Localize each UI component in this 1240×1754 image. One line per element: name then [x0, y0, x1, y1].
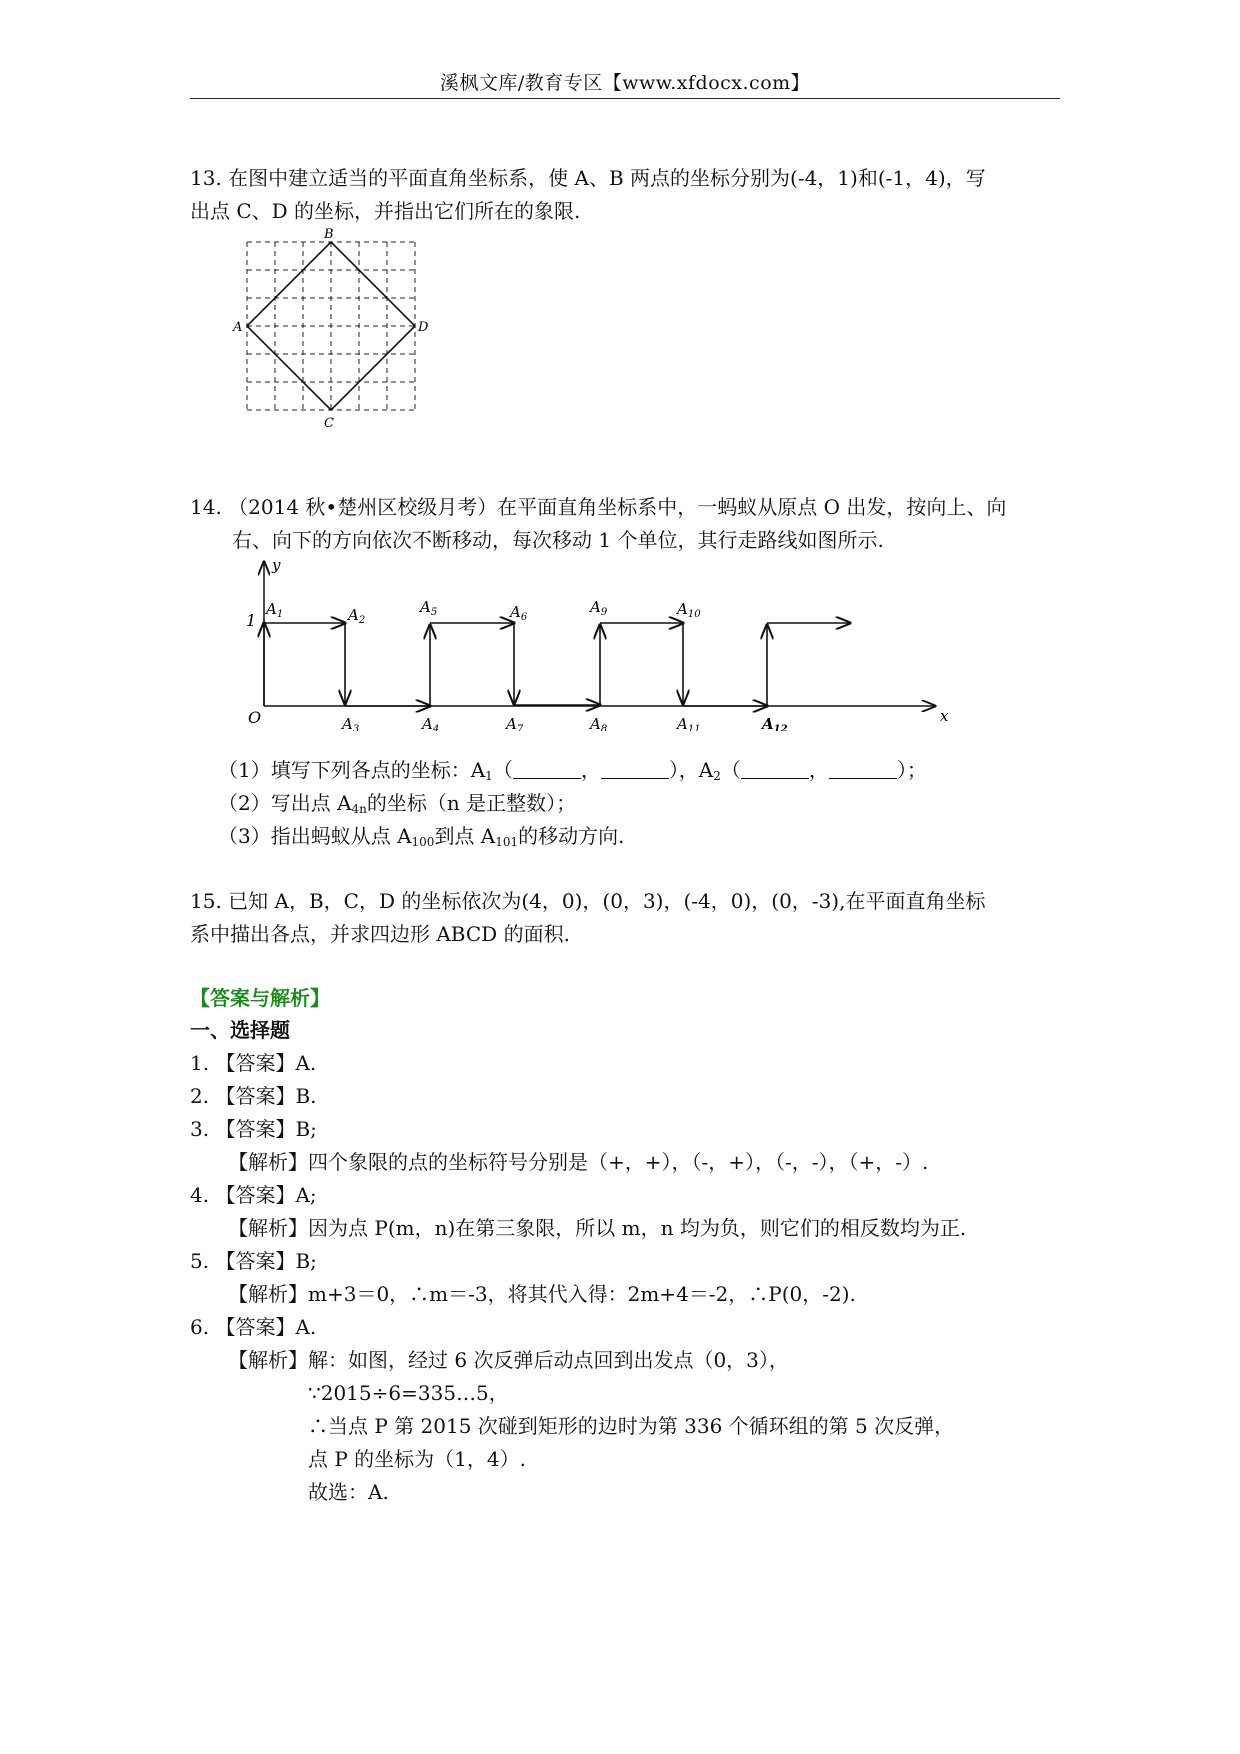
blank-a1-y[interactable] — [601, 760, 669, 779]
blank-a1-x[interactable] — [513, 760, 581, 779]
q14-unit-label: 1 — [246, 611, 257, 630]
q14-label-a12: $A_{12}$ — [762, 715, 788, 731]
q13-line1: 13. 在图中建立适当的平面直角坐标系，使 A、B 两点的坐标分别为(-4，1)和(-1，4)，写 — [190, 166, 986, 190]
q14-x-label: x — [940, 707, 949, 725]
q15-line2: 系中描出各点，并求四边形 ABCD 的面积. — [190, 922, 570, 946]
q13-dashed-grid — [247, 242, 415, 410]
analysis-6-step2: ∴当点 P 第 2015 次碰到矩形的边时为第 336 个循环组的第 5 次反弹， — [308, 1414, 955, 1438]
q13-label-c: C — [324, 416, 334, 431]
q13-label-d: D — [418, 320, 429, 335]
answers-title: 【答案与解析】 — [190, 986, 330, 1010]
answer-3: 3. 【答案】B; — [190, 1117, 317, 1141]
analysis-3: 【解析】四个象限的点的坐标符号分别是（+，+），（-，+），（-，-），（+，-）. — [228, 1150, 929, 1174]
q14-origin-label: O — [248, 708, 262, 727]
answer-1: 1. 【答案】A. — [190, 1051, 317, 1075]
q14-label-a4: $A_4$ — [422, 715, 440, 731]
q14-sub1: （1）填写下列各点的坐标：$A_1$（ ， ），$A_2$（ ， ）； — [218, 758, 927, 783]
q13-line2: 出点 C、D 的坐标，并指出它们所在的象限. — [190, 199, 581, 223]
answer-4: 4. 【答案】A; — [190, 1183, 317, 1207]
q14-label-a8: $A_8$ — [590, 715, 608, 731]
q14-label-a11: $A_{11}$ — [677, 715, 701, 731]
analysis-6-step1: ∵2015÷6=335…5， — [308, 1381, 509, 1405]
q14-label-a3: $A_3$ — [342, 715, 360, 731]
answer-6: 6. 【答案】A. — [190, 1315, 317, 1339]
answer-2: 2. 【答案】B. — [190, 1084, 317, 1108]
analysis-6: 【解析】解：如图，经过 6 次反弹后动点回到出发点（0，3）， — [228, 1348, 789, 1372]
analysis-6-step3: 点 P 的坐标为（1，4）. — [308, 1447, 526, 1471]
page-header: 溪枫文库/教育专区【www.xfdocx.com】 — [439, 72, 811, 94]
q14-y-label: y — [272, 556, 281, 574]
q14-label-a7: $A_7$ — [506, 715, 524, 731]
q14-label-a6: $A_6$ — [510, 603, 528, 623]
q14-line2: 右、向下的方向依次不断移动，每次移动 1 个单位，其行走路线如图所示. — [232, 528, 884, 552]
q14-path-figure — [240, 556, 960, 731]
q14-point-labels — [264, 598, 788, 731]
q13-label-b: B — [324, 227, 334, 242]
answer-5: 5. 【答案】B; — [190, 1249, 317, 1273]
q14-label-a2: $A_2$ — [348, 606, 366, 626]
analysis-6-conclusion: 故选：A. — [308, 1480, 389, 1504]
answers-section: 一、选择题 — [190, 1018, 290, 1042]
q14-label-a9: $A_9$ — [590, 598, 608, 618]
q13-label-a: A — [233, 320, 243, 335]
q14-sub3: （3）指出蚂蚁从点 $A_{100}$到点 $A_{101}$的移动方向. — [218, 824, 625, 849]
q14-sub2: （2）写出点 $A_{4n}$的坐标（n 是正整数）； — [218, 791, 577, 816]
blank-a2-y[interactable] — [829, 760, 897, 779]
blank-a2-x[interactable] — [741, 760, 809, 779]
q13-grid-figure — [232, 225, 432, 435]
q14-label-a5: $A_5$ — [420, 598, 438, 618]
q14-path — [264, 623, 850, 706]
header-divider — [190, 98, 1060, 99]
q14-label-a1: $A_1$ — [266, 600, 284, 620]
q14-label-a10: $A_{10}$ — [677, 600, 701, 620]
q14-line1: 14. （2014 秋•楚州区校级月考）在平面直角坐标系中，一蚂蚁从原点 O 出发，按向上、向 — [190, 495, 1007, 519]
analysis-4: 【解析】因为点 P(m，n)在第三象限，所以 m，n 均为负，则它们的相反数均为正. — [228, 1216, 967, 1240]
analysis-5: 【解析】m+3＝0，∴m＝-3，将其代入得：2m+4＝-2，∴P(0，-2). — [228, 1282, 856, 1306]
q15-line1: 15. 已知 A，B，C，D 的坐标依次为(4，0)，(0，3)，(-4，0)，(0，-3),在平面直角坐标 — [190, 889, 986, 913]
